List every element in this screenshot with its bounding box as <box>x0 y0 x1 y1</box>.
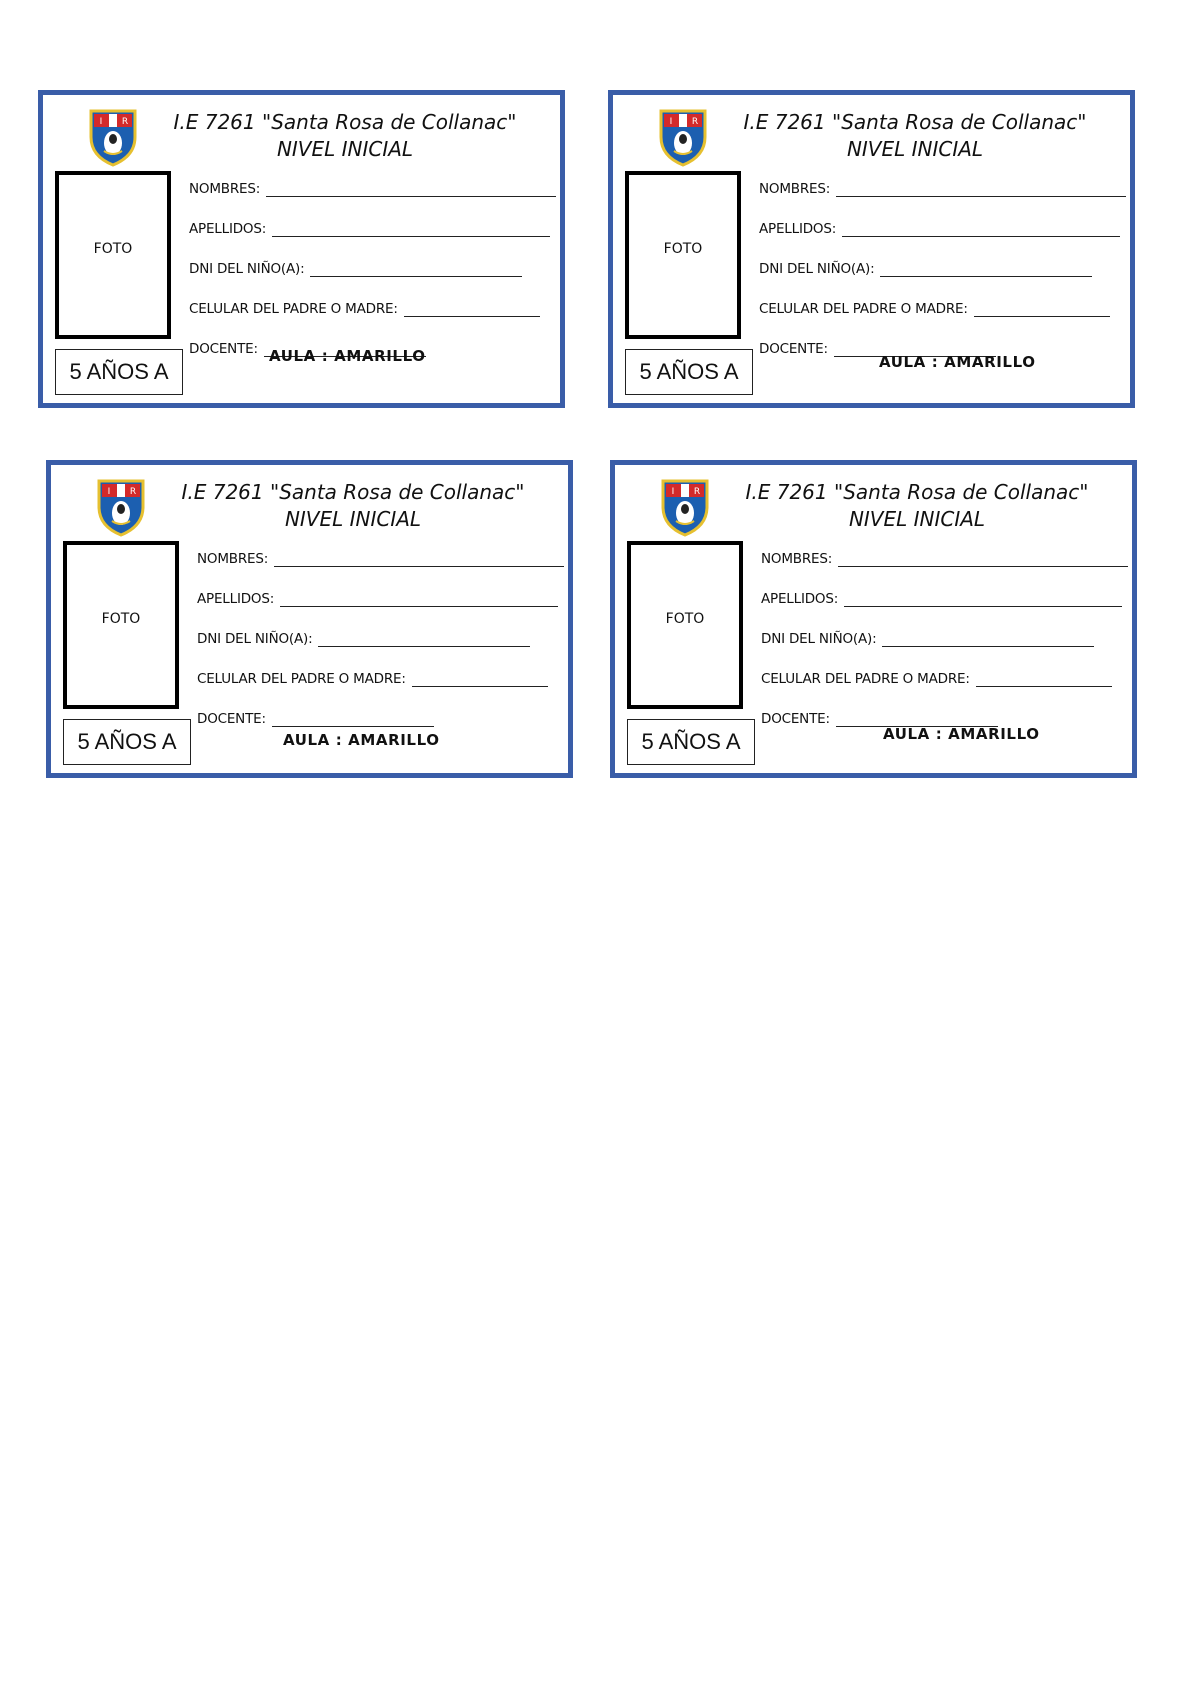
field-label: DNI DEL NIÑO(A): <box>759 261 875 277</box>
school-crest-icon <box>659 477 711 537</box>
form-field <box>759 261 1092 277</box>
grade-box: 5 AÑOS A <box>627 719 755 765</box>
fill-line <box>404 302 540 317</box>
fill-line <box>272 712 434 727</box>
form-field <box>197 671 548 687</box>
form-field <box>761 671 1112 687</box>
crest-letter-r: R <box>121 117 129 127</box>
field-label: APELLIDOS: <box>761 591 839 607</box>
form-field <box>759 181 1126 197</box>
classroom-label: AULA : AMARILLO <box>269 347 426 365</box>
id-card <box>608 90 1135 408</box>
school-title: I.E 7261 "Santa Rosa de Collanac" <box>743 110 1087 134</box>
header <box>163 479 543 533</box>
id-card <box>46 460 573 778</box>
fill-line <box>844 592 1122 607</box>
crest-letter-r: R <box>693 487 701 497</box>
fill-line <box>880 262 1092 277</box>
field-label: NOMBRES: <box>189 181 261 197</box>
field-label: APELLIDOS: <box>189 221 267 237</box>
form-field <box>761 631 1094 647</box>
fill-line <box>318 632 530 647</box>
classroom-label: AULA : AMARILLO <box>883 725 1040 743</box>
photo-label: FOTO <box>663 241 703 257</box>
fill-line <box>310 262 522 277</box>
crest-letter-i: I <box>669 117 673 127</box>
level-title: NIVEL INICIAL <box>846 137 984 161</box>
school-title: I.E 7261 "Santa Rosa de Collanac" <box>173 110 517 134</box>
id-card <box>610 460 1137 778</box>
level-title: NIVEL INICIAL <box>848 507 986 531</box>
field-label: CELULAR DEL PADRE O MADRE: <box>761 671 970 687</box>
school-title: I.E 7261 "Santa Rosa de Collanac" <box>181 480 525 504</box>
fill-line <box>842 222 1120 237</box>
field-label: CELULAR DEL PADRE O MADRE: <box>759 301 968 317</box>
fill-line <box>412 672 548 687</box>
form-field <box>189 221 550 237</box>
form-field <box>759 221 1120 237</box>
school-crest-icon <box>657 107 709 167</box>
field-label: NOMBRES: <box>197 551 269 567</box>
school-title: I.E 7261 "Santa Rosa de Collanac" <box>745 480 1089 504</box>
fill-line <box>974 302 1110 317</box>
form-field <box>189 301 540 317</box>
form-field <box>197 591 558 607</box>
field-label: DNI DEL NIÑO(A): <box>189 261 305 277</box>
classroom-label: AULA : AMARILLO <box>283 731 440 749</box>
field-label: DOCENTE: <box>761 711 830 727</box>
crest-letter-r: R <box>691 117 699 127</box>
photo-label: FOTO <box>665 611 705 627</box>
crest-letter-r: R <box>129 487 137 497</box>
grade-box: 5 AÑOS A <box>55 349 183 395</box>
fill-line <box>274 552 564 567</box>
field-label: DOCENTE: <box>759 341 828 357</box>
field-label: DOCENTE: <box>189 341 258 357</box>
field-label: CELULAR DEL PADRE O MADRE: <box>197 671 406 687</box>
form-field <box>761 591 1122 607</box>
level-title: NIVEL INICIAL <box>284 507 422 531</box>
field-label: CELULAR DEL PADRE O MADRE: <box>189 301 398 317</box>
form-field <box>197 711 434 727</box>
form-field <box>189 181 556 197</box>
photo-box <box>627 541 743 709</box>
photo-box <box>625 171 741 339</box>
form-field <box>189 261 522 277</box>
form-field <box>197 631 530 647</box>
field-label: APELLIDOS: <box>197 591 275 607</box>
crest-letter-i: I <box>671 487 675 497</box>
form-field <box>759 301 1110 317</box>
field-label: DNI DEL NIÑO(A): <box>761 631 877 647</box>
photo-label: FOTO <box>93 241 133 257</box>
field-label: APELLIDOS: <box>759 221 837 237</box>
form-field <box>761 551 1128 567</box>
field-label: NOMBRES: <box>759 181 831 197</box>
field-label: DNI DEL NIÑO(A): <box>197 631 313 647</box>
fill-line <box>838 552 1128 567</box>
header <box>725 109 1105 163</box>
field-label: DOCENTE: <box>197 711 266 727</box>
header <box>727 479 1107 533</box>
field-label: NOMBRES: <box>761 551 833 567</box>
level-title: NIVEL INICIAL <box>276 137 414 161</box>
header <box>155 109 535 163</box>
fill-line <box>280 592 558 607</box>
grade-box: 5 AÑOS A <box>625 349 753 395</box>
crest-letter-i: I <box>107 487 111 497</box>
photo-label: FOTO <box>101 611 141 627</box>
school-crest-icon <box>95 477 147 537</box>
grade-box: 5 AÑOS A <box>63 719 191 765</box>
fill-line <box>266 182 556 197</box>
crest-letter-i: I <box>99 117 103 127</box>
photo-box <box>55 171 171 339</box>
fill-line <box>836 182 1126 197</box>
fill-line <box>882 632 1094 647</box>
id-card <box>38 90 565 408</box>
school-crest-icon <box>87 107 139 167</box>
fill-line <box>272 222 550 237</box>
form-field <box>197 551 564 567</box>
photo-box <box>63 541 179 709</box>
classroom-label: AULA : AMARILLO <box>879 353 1036 371</box>
fill-line <box>976 672 1112 687</box>
